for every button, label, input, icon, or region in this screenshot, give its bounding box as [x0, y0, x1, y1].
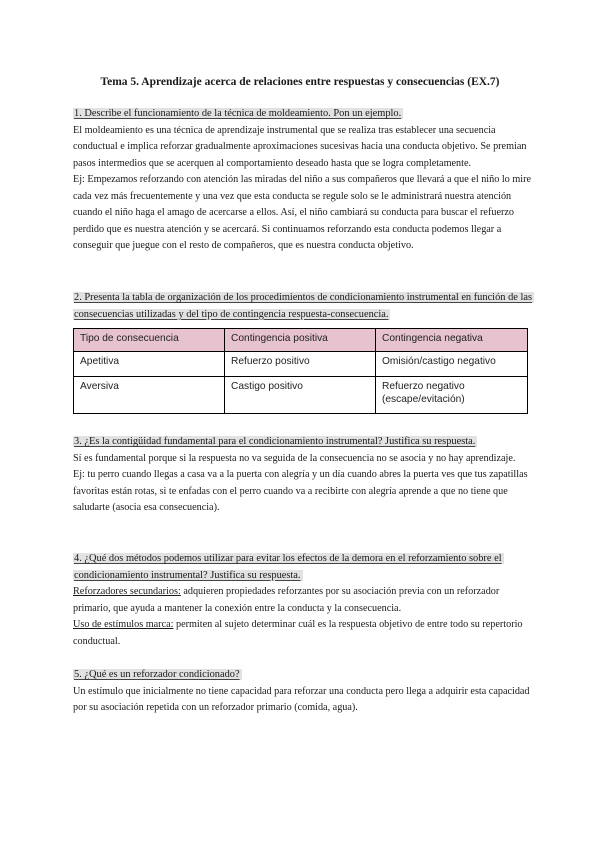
method-1	[73, 584, 533, 617]
question-5-section	[73, 667, 533, 717]
conditioning-table	[73, 328, 528, 414]
table-row	[74, 352, 528, 377]
table-cell: Refuerzo negativo (escape/evitación)	[376, 377, 528, 414]
page-title: Tema 5. Aprendizaje acerca de relaciones entre respuestas y consecuencias (EX.7)	[100, 76, 500, 88]
table-cell: Aversiva	[74, 377, 225, 414]
question-1-answer: El moldeamiento es una técnica de aprendizaje instrumental que se realiza tras establecer una secuencia conductual e implica reforzar gradualmente aproximaciones sucesivas hacia una conducta objetivo. Se premian pasos intermedios que se acerquen al comportamiento deseado hasta que se logra completamente.	[73, 124, 527, 169]
question-3-example: Ej: tu perro cuando llegas a casa va a la puerta con alegría y un día cuando abres la puerta ves que tus zapatillas favoritas están rotas, si te enfadas con el perro cuando va a recibirte con alegría aprende a que no tiene que saludarte (asocia esa consecuencia).	[73, 469, 528, 513]
method-1-label: Reforzadores secundarios:	[73, 586, 181, 597]
question-2-heading: 2. Presenta la tabla de organización de los procedimientos de condicionamiento instrumental en función de las consecuencias utilizadas y del tipo de contingencia respuesta-consecuencia.	[74, 292, 533, 320]
table-header-cell: Contingencia positiva	[225, 329, 376, 352]
question-1-heading: 1. Describe el funcionamiento de la técnica de moldeamiento. Pon un ejemplo.	[74, 108, 402, 119]
question-1-section	[73, 106, 533, 255]
method-2	[73, 617, 533, 650]
method-2-text: permiten al sujeto determinar cuál es la respuesta objetivo de entre todo su repertorio conductual.	[73, 619, 523, 647]
table-cell: Omisión/castigo negativo	[376, 352, 528, 377]
table-cell: Castigo positivo	[225, 377, 376, 414]
question-3-heading: 3. ¿Es la contigüidad fundamental para el condicionamiento instrumental? Justifica su respuesta.	[74, 436, 476, 447]
question-2-section	[73, 290, 533, 323]
question-4-section	[73, 551, 533, 650]
table-cell: Apetitiva	[74, 352, 225, 377]
method-2-label: Uso de estímulos marca:	[73, 619, 174, 630]
table-row	[74, 377, 528, 414]
table-header-row	[74, 329, 528, 352]
method-1-text: adquieren propiedades reforzantes por su asociación previa con un reforzador primario, que ayuda a mantener la conexión entre la conducta y la consecuencia.	[73, 586, 500, 614]
question-4-heading: 4. ¿Qué dos métodos podemos utilizar para evitar los efectos de la demora en el reforzamiento sobre el condicionamiento instrumental? Justifica su respuesta.	[74, 553, 502, 581]
table-header-cell: Contingencia negativa	[376, 329, 528, 352]
question-1-example: Ej: Empezamos reforzando con atención las miradas del niño a sus compañeros que llevará a que el niño lo mire cada vez más frecuentemente y una vez que esta conducta se regule solo se le administrará nuestra atención cuando el niño haga el amago de acercarse a ellos. Así, el niño cambiará su conducta para buscar el refuerzo perdido que es nuestra atención y se acercará. Si continuamos reforzando esta conducta podemos llegar a conseguir que juegue con el resto de compañeros, que es nuestra conducta objetivo.	[73, 174, 531, 251]
question-3-section	[73, 434, 533, 517]
question-3-answer: Sí es fundamental porque si la respuesta no va seguida de la consecuencia no se asocia y no hay aprendizaje.	[73, 452, 516, 464]
table-header-cell: Tipo de consecuencia	[74, 329, 225, 352]
table-cell: Refuerzo positivo	[225, 352, 376, 377]
question-5-answer: Un estímulo que inicialmente no tiene capacidad para reforzar una conducta pero llega a adquirir esta capacidad por su asociación repetida con un reforzador primario (comida, agua).	[73, 685, 530, 713]
question-5-heading: 5. ¿Qué es un reforzador condicionado?	[74, 669, 240, 680]
